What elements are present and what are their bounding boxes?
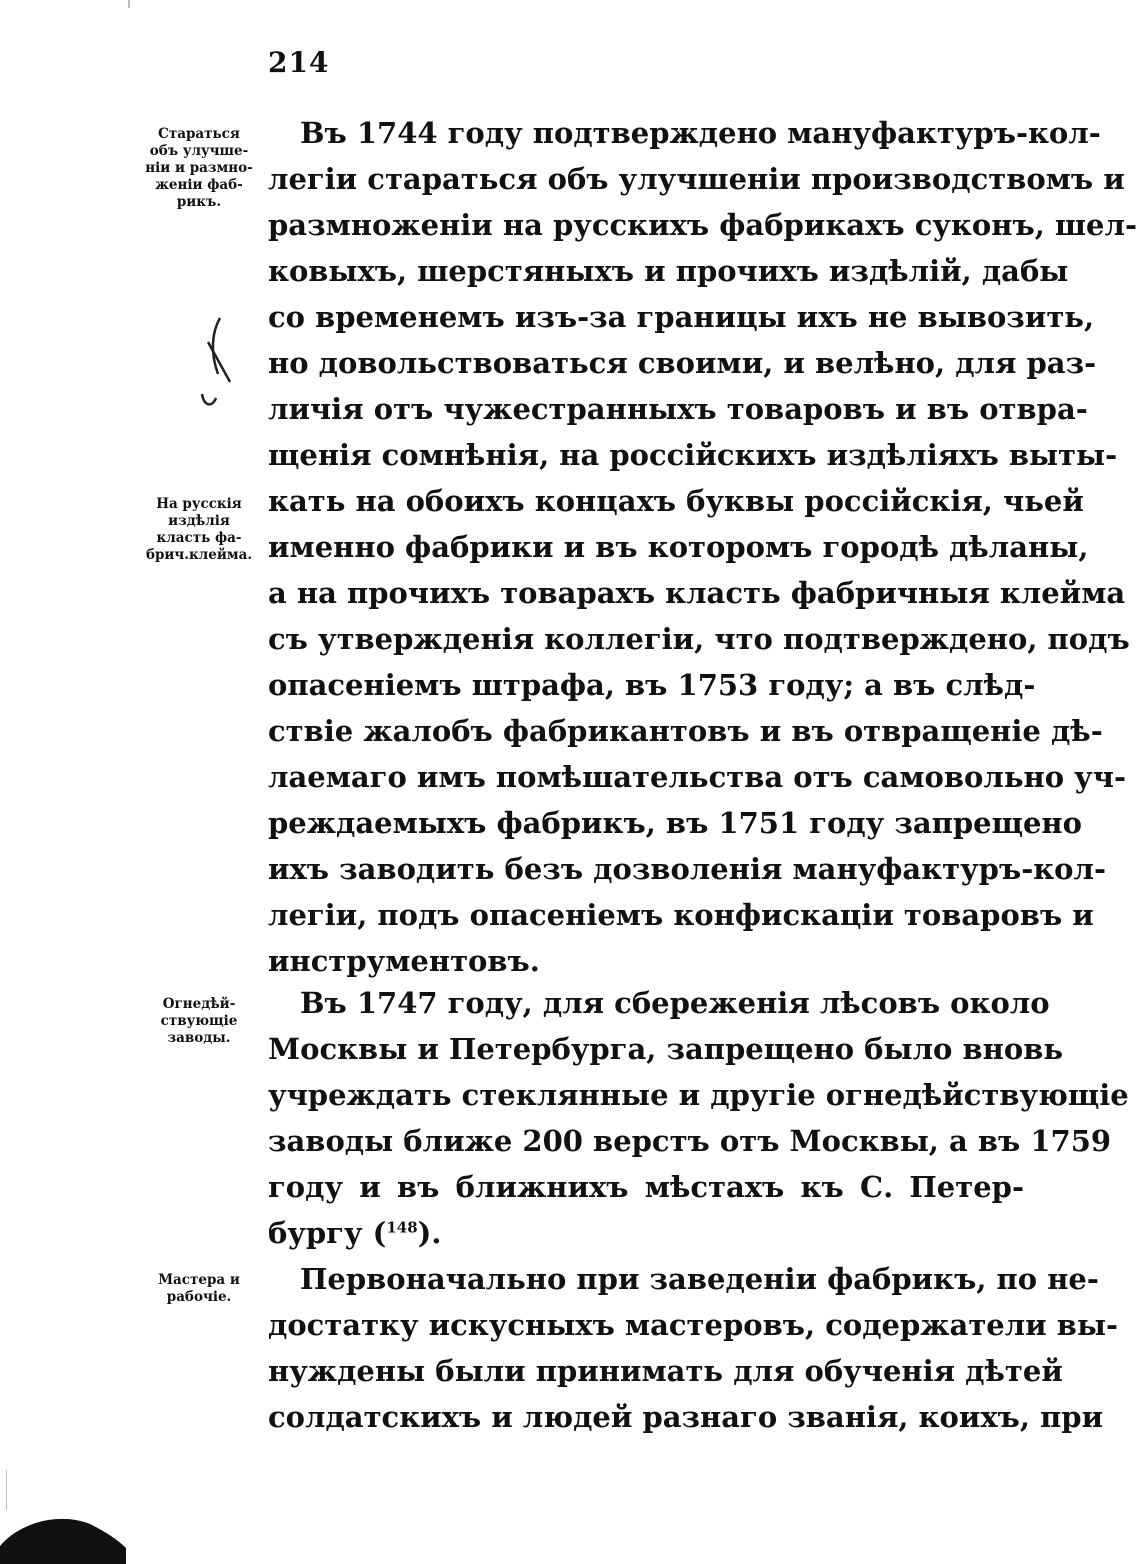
body-line-7: личiя отъ чужестранныхъ товаровъ и въ отвра-: [268, 392, 1088, 426]
handwritten-mark-icon: [188, 312, 238, 412]
ink-blot-icon: [0, 1500, 130, 1564]
body-line-11: а на прочихъ товарахъ класть фабричныя клейма: [268, 576, 1126, 610]
body-line-16: реждаемыхъ фабрикъ, въ 1751 году запрещено: [268, 806, 1082, 840]
body-line-21: Москвы и Петербурга, запрещено было вновь: [268, 1032, 1064, 1066]
body-line-28: нуждены были принимать для обученiя дѣтей: [268, 1354, 1063, 1388]
body-line-25: [268, 1210, 1024, 1256]
body-line-3: размноженiи на русскихъ фабрикахъ суконъ, шел-: [268, 208, 1137, 242]
sidenote-factory-marks: На русскiя издѣлiя класть фа- брич.клейма.: [145, 496, 253, 563]
body-line-4: ковыхъ, шерстяныхъ и прочихъ издѣлiй, дабы: [268, 254, 1069, 288]
body-line-1: Въ 1744 году подтверждено мануфактуръ-кол-: [300, 116, 1101, 150]
body-line-10: именно фабрики и въ которомъ городѣ дѣланы,: [268, 530, 1089, 564]
sidenote-masters-workers: Мастера и рабочiе.: [158, 1272, 240, 1305]
body-line-18: легiи, подъ опасенiемъ конфискацiи товаровъ и: [268, 898, 1094, 932]
body-line-23: заводы ближе 200 верстъ отъ Москвы, а въ 1759: [268, 1124, 1112, 1158]
page-number: 214: [268, 46, 330, 79]
body-line-25-text: бургу (: [268, 1216, 387, 1250]
body-line-14: ствiе жалобъ фабрикантовъ и въ отвращенiе дѣ-: [268, 714, 1103, 748]
body-line-9: кать на обоихъ концахъ буквы россiйскiя, чьей: [268, 484, 1084, 518]
body-line-26: Первоначально при заведенiи фабрикъ, по не-: [300, 1262, 1099, 1296]
body-line-29: солдатскихъ и людей разнаго званiя, коихъ, при: [268, 1400, 1104, 1434]
body-line-8: щенiя сомнѣнiя, на россiйскихъ издѣлiяхъ выты-: [268, 438, 1118, 472]
body-line-22: учреждать стеклянные и другiе огнедѣйствующiе: [268, 1078, 1129, 1112]
body-line-13: опасенiемъ штрафа, въ 1753 году; а въ слѣд-: [268, 668, 1036, 702]
body-line-12: съ утвержденiя коллегiи, что подтверждено, подъ: [268, 622, 1130, 656]
body-line-24: году и въ ближнихъ мѣстахъ къ С. Петер-: [268, 1170, 1024, 1204]
body-line-17: ихъ заводить безъ дозволенiя мануфактуръ-кол-: [268, 852, 1107, 886]
body-line-19: инструментовъ.: [268, 944, 540, 978]
body-line-6: но довольствоваться своими, и велѣно, для раз-: [268, 346, 1097, 380]
body-line-5: со временемъ изъ-за границы ихъ не вывозить,: [268, 300, 1095, 334]
footnote-close: ).: [417, 1216, 442, 1250]
body-line-27: достатку искусныхъ мастеровъ, содержатели вы-: [268, 1308, 1119, 1342]
sidenote-improve-factories: Стараться объ улучше- нiи и размно- женiи фаб- рикъ.: [145, 126, 253, 210]
body-line-20: Въ 1747 году, для сбереженiя лѣсовъ около: [300, 986, 1050, 1020]
body-line-2: легiи стараться объ улучшенiи производствомъ и: [268, 162, 1125, 196]
body-line-15: лаемаго имъ помѣшательства отъ самовольно уч-: [268, 760, 1126, 794]
sidenote-fire-plants: Огнедѣй- ствующiе заводы.: [160, 996, 238, 1046]
footnote-reference: 148: [386, 1218, 418, 1237]
scan-edge-tick-top: [128, 0, 130, 8]
